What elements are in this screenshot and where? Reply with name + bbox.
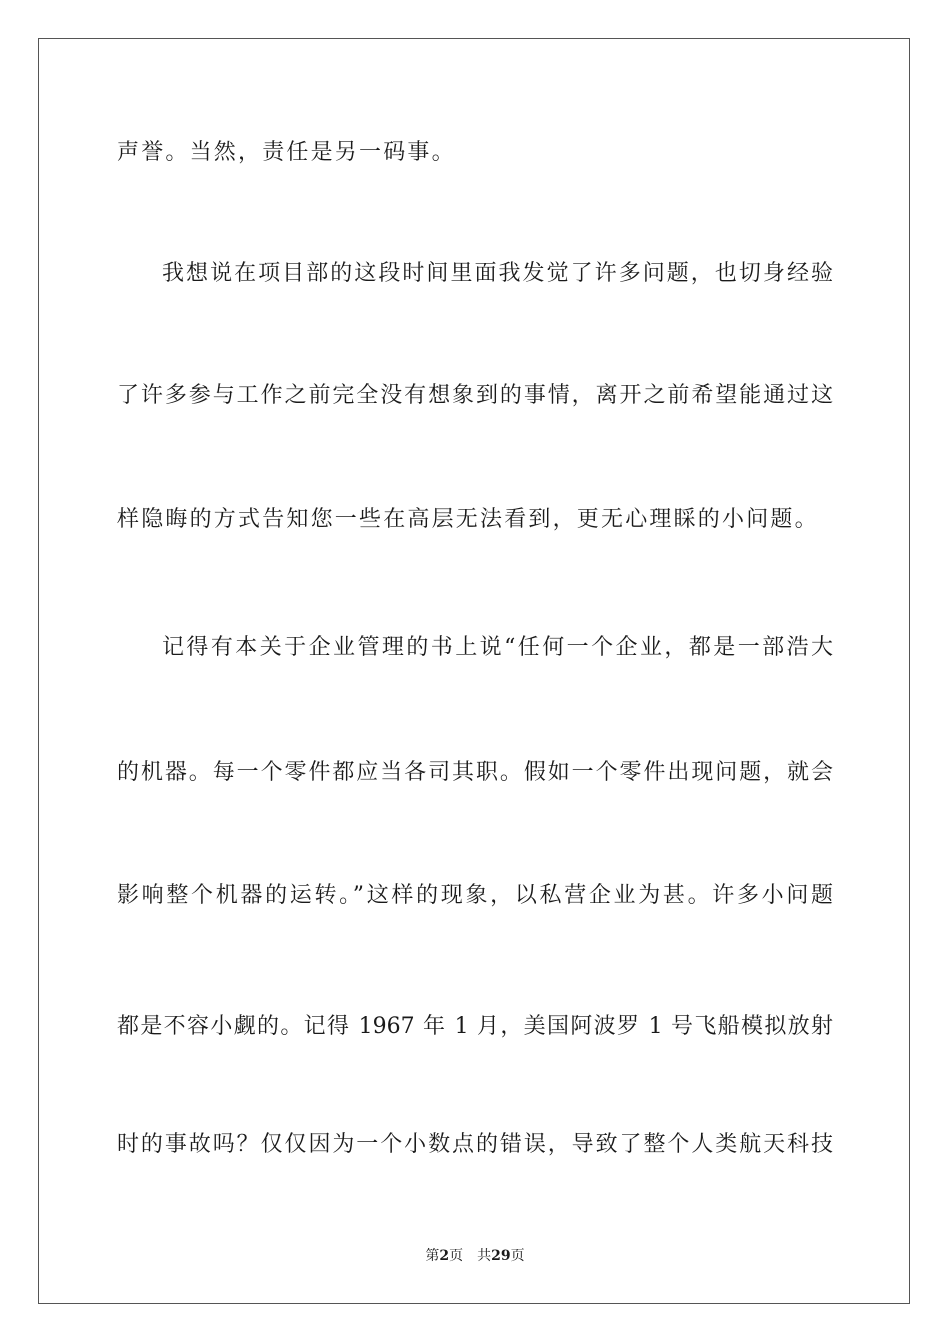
page-footer	[0, 1246, 950, 1266]
page-border	[38, 38, 910, 1304]
page-number: 2	[439, 1248, 450, 1264]
paragraph-line-3: 了许多参与工作之前完全没有想象到的事情，离开之前希望能通过这	[117, 383, 833, 408]
paragraph-line-5: 记得有本关于企业管理的书上说“任何一个企业，都是一部浩大	[162, 635, 833, 660]
total-prefix: 共	[477, 1248, 492, 1264]
paragraph-line-9: 时的事故吗？仅仅因为一个小数点的错误，导致了整个人类航天科技	[117, 1132, 833, 1157]
total-pages: 29	[491, 1248, 511, 1264]
paragraph-line-8: 都是不容小觑的。记得 1967 年 1 月，美国阿波罗 1 号飞船模拟放射	[117, 1014, 833, 1039]
page-prefix: 第	[425, 1248, 440, 1264]
total-suffix: 页	[510, 1248, 525, 1264]
paragraph-line-6: 的机器。每一个零件都应当各司其职。假如一个零件出现问题，就会	[117, 760, 833, 785]
page-suffix: 页	[449, 1248, 464, 1264]
paragraph-line-4: 样隐晦的方式告知您一些在高层无法看到，更无心理睬的小问题。	[117, 507, 819, 532]
paragraph-line-2: 我想说在项目部的这段时间里面我发觉了许多问题，也切身经验	[162, 261, 833, 286]
paragraph-line-7: 影响整个机器的运转。”这样的现象，以私营企业为甚。许多小问题	[117, 883, 833, 908]
paragraph-line-1: 声誉。当然，责任是另一码事。	[117, 140, 456, 165]
